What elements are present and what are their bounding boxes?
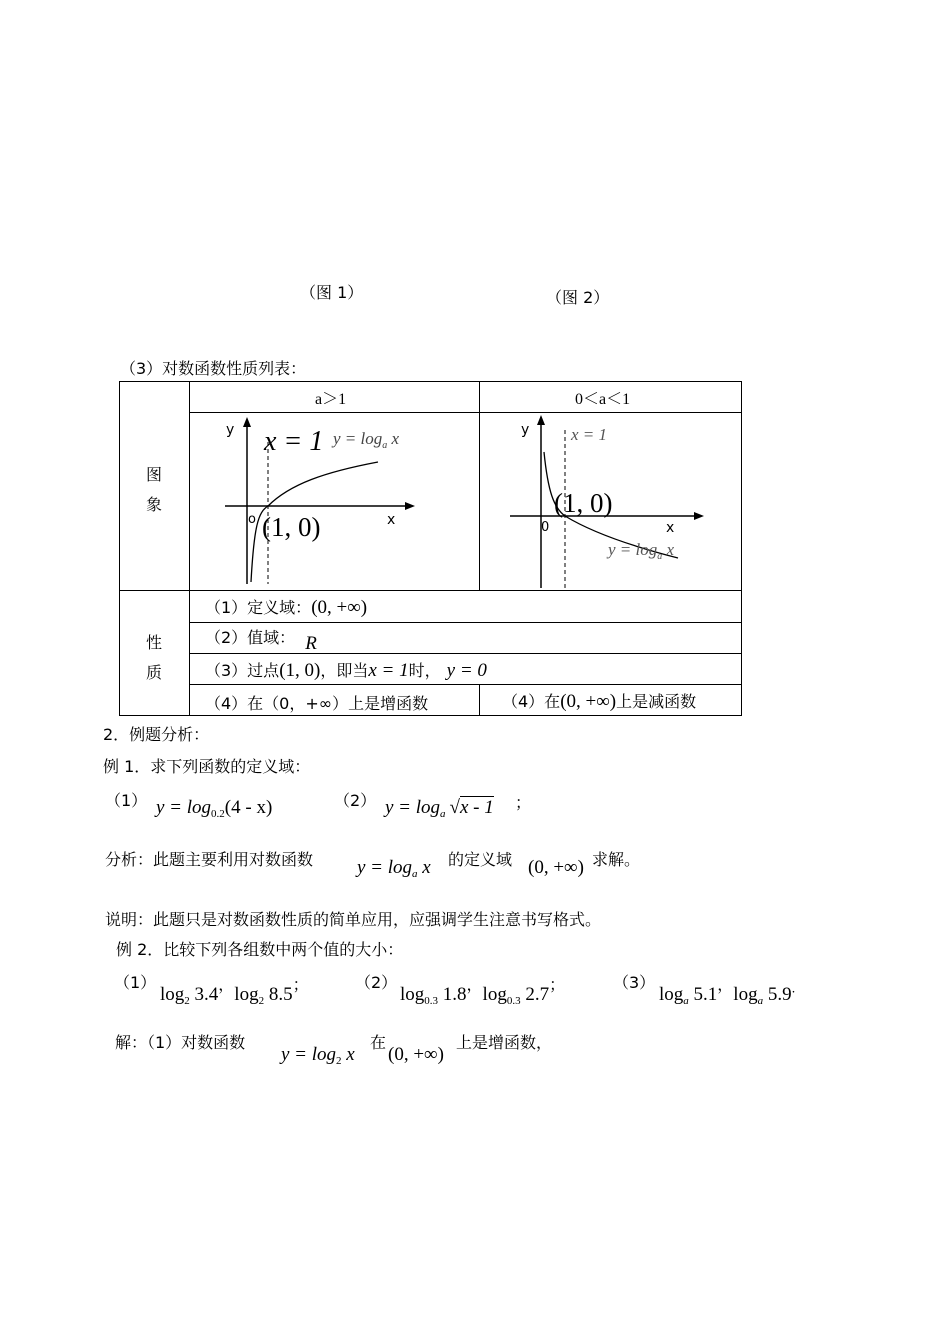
analysis-text-c: 求解。 bbox=[592, 850, 641, 869]
ex2-p2b: log bbox=[482, 984, 507, 1005]
ex2-p1a-sub: 2 bbox=[184, 995, 190, 1007]
solution-formula-a: y = log bbox=[281, 1044, 337, 1065]
header-a-gt-1: a＞1 bbox=[315, 391, 347, 408]
analysis-domain: (0, +∞) bbox=[528, 857, 584, 878]
row-label-graph-2: 象 bbox=[146, 495, 163, 514]
graph-0-lt-a-lt-1 bbox=[498, 412, 723, 590]
sqrt-sign-icon: √ bbox=[449, 797, 460, 818]
svg-text:y = loga x bbox=[606, 540, 675, 562]
graph-left-curve-label-sub: a bbox=[382, 440, 388, 451]
graph-right-point-label: (1, 0) bbox=[554, 488, 613, 518]
analysis-formula-b: x bbox=[417, 857, 431, 878]
example-1-f2-sub: a bbox=[440, 808, 446, 820]
graph-right-y-axis-label: y bbox=[521, 422, 530, 438]
example-2-item-3-number: （3） bbox=[613, 973, 656, 992]
graph-right-origin-label: 0 bbox=[541, 520, 550, 535]
graph-left-x-axis-label: x bbox=[387, 512, 396, 528]
prop-4-right-text-a: （4）在 bbox=[502, 692, 561, 711]
example-1-f1-a: y = log bbox=[156, 797, 212, 818]
analysis-text-a: 分析：此题主要利用对数函数 bbox=[105, 850, 314, 869]
log-properties-table bbox=[119, 381, 742, 716]
ex2-sep1: ， bbox=[218, 975, 235, 994]
example-1-item-2-number: （2） bbox=[334, 791, 377, 810]
analysis-formula-a: y = log bbox=[357, 857, 413, 878]
note-text: 说明：此题只是对数函数性质的简单应用，应强调学生注意书写格式。 bbox=[105, 910, 602, 929]
graph-left-origin-label: o bbox=[248, 512, 256, 527]
example-1-f2-a: y = log bbox=[385, 797, 441, 818]
graph-left-asymptote-label: x = 1 bbox=[264, 426, 324, 457]
row-label-prop-2: 质 bbox=[146, 663, 163, 682]
solution-text-b: 在 bbox=[370, 1033, 387, 1052]
ex2-p3b-value: 5.9 bbox=[763, 984, 792, 1005]
ex2-p3a-sub: a bbox=[683, 995, 689, 1007]
ex2-p2a: log bbox=[400, 984, 425, 1005]
ex2-p2a-value: 1.8 bbox=[438, 984, 467, 1005]
analysis-formula-sub: a bbox=[412, 868, 418, 880]
ex2-p1b-sub: 2 bbox=[258, 995, 265, 1007]
prop-3-text-b: ，即当 bbox=[320, 661, 369, 680]
prop-3-x: x = 1 bbox=[368, 660, 409, 681]
graph-right-asymptote-label: x = 1 bbox=[571, 425, 608, 444]
row-label-prop-1: 性 bbox=[146, 633, 163, 652]
graph-a-gt-1 bbox=[200, 412, 430, 590]
solution-domain: (0, +∞) bbox=[388, 1044, 444, 1065]
ex2-p1a-value: 3.4 bbox=[189, 984, 219, 1005]
prop-2-text: （2）值域： bbox=[205, 628, 296, 647]
ex2-end2: ； bbox=[549, 975, 566, 994]
example-1-f1-sub: 0.2 bbox=[211, 808, 225, 820]
example-2-item-1-number: （1） bbox=[114, 973, 157, 992]
ex2-p2a-sub: 0.3 bbox=[424, 995, 439, 1007]
example-1-item-1-number: （1） bbox=[105, 791, 148, 810]
ex2-p2b-value: 2.7 bbox=[520, 984, 550, 1005]
ex2-p3b-sub: a bbox=[757, 995, 764, 1007]
prop-3-text-c: 时， bbox=[408, 661, 441, 680]
prop-3-row bbox=[205, 658, 487, 682]
ex2-p1b-value: 8.5 bbox=[264, 984, 293, 1005]
solution-formula-sub: 2 bbox=[336, 1055, 342, 1067]
prop-1-text: （1）定义域： bbox=[205, 598, 312, 617]
ex2-p2b-sub: 0.3 bbox=[506, 995, 521, 1007]
prop-4-right-row bbox=[502, 689, 696, 713]
header-0-lt-a-lt-1: 0＜a＜1 bbox=[575, 391, 631, 408]
solution-text-a: 解：（1）对数函数 bbox=[115, 1033, 246, 1052]
example-1-f2-radicand: x - 1 bbox=[459, 797, 494, 818]
row-label-graph-1: 图 bbox=[146, 465, 163, 484]
graph-right-curve-label-sub: a bbox=[657, 551, 663, 562]
example-2-item-2 bbox=[400, 975, 566, 1007]
prop-4-right-math: (0, +∞) bbox=[560, 691, 617, 712]
prop-3-point: (1, 0) bbox=[279, 660, 321, 681]
solution-formula bbox=[281, 1044, 355, 1067]
solution-text-c: 上是增函数， bbox=[456, 1033, 553, 1052]
prop-1-math: (0, +∞) bbox=[311, 597, 368, 618]
example-1-f1-b: (4 - x) bbox=[224, 797, 273, 818]
ex2-sep2: ， bbox=[466, 975, 483, 994]
analysis-text-b: 的定义域 bbox=[448, 850, 513, 869]
example-2-title: 例 2．比较下列各组数中两个值的大小： bbox=[116, 940, 404, 959]
graph-left-curve-label-var: x bbox=[387, 429, 400, 448]
prop-2-row bbox=[205, 625, 317, 654]
example-2-item-3 bbox=[659, 975, 804, 1007]
graph-left-point-label: (1, 0) bbox=[262, 512, 321, 542]
section-3-title: （3）对数函数性质列表： bbox=[120, 359, 307, 378]
graph-left-curve-label: y = log bbox=[333, 429, 383, 448]
example-1-item-2-formula bbox=[385, 797, 494, 820]
prop-4-left: （4）在（0，+∞）上是增函数 bbox=[205, 694, 429, 713]
example-1-item-2-end: ； bbox=[515, 793, 532, 812]
graph-left-y-axis-label: y bbox=[226, 422, 235, 438]
prop-2-math: R bbox=[305, 633, 317, 654]
prop-3-text-a: （3）过点 bbox=[205, 661, 280, 680]
ex2-p3a-value: 5.1 bbox=[688, 984, 718, 1005]
example-1-item-1-formula bbox=[156, 797, 272, 820]
ex2-p3b: log bbox=[733, 984, 758, 1005]
ex2-p1b: log bbox=[234, 984, 259, 1005]
prop-1-row bbox=[205, 595, 367, 619]
figure-2-label: （图 2） bbox=[546, 288, 610, 307]
example-2-item-1 bbox=[160, 975, 309, 1007]
ex2-end3: ． bbox=[791, 981, 804, 995]
ex2-end1: ； bbox=[292, 975, 309, 994]
solution-formula-b: x bbox=[341, 1044, 355, 1065]
prop-4-right-text-b: 上是减函数 bbox=[616, 692, 697, 711]
prop-3-y: y = 0 bbox=[446, 660, 487, 681]
ex2-p1a: log bbox=[160, 984, 185, 1005]
ex2-p3a: log bbox=[659, 984, 684, 1005]
svg-text:y = loga x bbox=[331, 429, 400, 451]
example-1-title: 例 1．求下列函数的定义域： bbox=[103, 757, 311, 776]
analysis-formula bbox=[357, 857, 431, 880]
figure-1-label: （图 1） bbox=[300, 283, 364, 302]
section-2-title: 2．例题分析： bbox=[103, 725, 210, 744]
graph-right-curve-label-var: x bbox=[662, 540, 675, 559]
graph-right-curve-label: y = log bbox=[608, 540, 658, 559]
example-2-item-2-number: （2） bbox=[355, 973, 398, 992]
ex2-sep3: ， bbox=[717, 975, 734, 994]
graph-right-x-axis-label: x bbox=[666, 520, 675, 536]
